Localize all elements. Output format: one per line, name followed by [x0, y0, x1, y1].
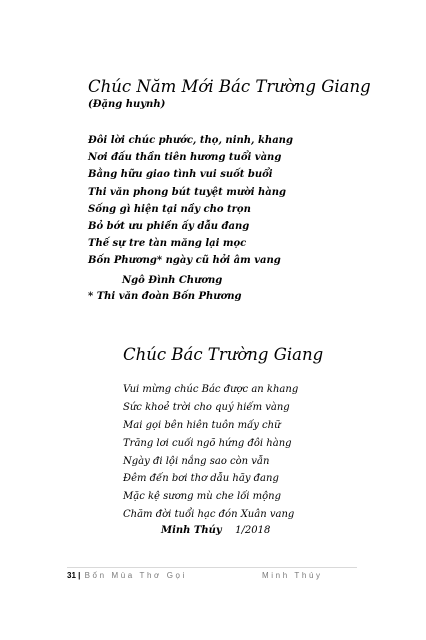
footer-author: Minh Thúy	[262, 571, 323, 580]
poem-2-line: Mai gọi bên hiên tuôn mấy chữ	[123, 419, 281, 431]
poem-2-stanza	[123, 381, 298, 524]
poem-2-line: Sức khoẻ trời cho quý hiếm vàng	[123, 401, 290, 413]
poem-2-signature-line	[161, 525, 270, 536]
poem-1-line: Thi văn phong bút tuyệt mười hàng	[88, 186, 287, 198]
poem-2-date: 1/2018	[235, 525, 271, 536]
poem-2-line: Vui mừng chúc Bác được an khang	[123, 384, 299, 395]
poem-1-line: Bỏ bớt ưu phiền ấy dẫu đang	[88, 220, 250, 232]
poem-1-line: Đôi lời chúc phước, thọ, ninh, khang	[88, 135, 293, 146]
poem-2-signature: Minh Thúy	[161, 525, 222, 536]
page-footer	[67, 571, 357, 580]
poem-1-line: Bằng hữu giao tình vui suốt buổi	[88, 169, 273, 181]
poem-1-line: Sống gì hiện tại nầy cho trọn	[88, 203, 251, 215]
footer-divider	[67, 567, 357, 568]
poem-1-stanza	[88, 132, 293, 270]
book-title: Bốn Mùa Thơ Gọi	[84, 571, 187, 580]
poem-1-signature: Ngô Đình Chương	[122, 275, 223, 286]
poem-2-line: Trăng lơi cuối ngõ hứng đôi hàng	[123, 437, 292, 449]
poem-2-line: Chăm đời tuổi hạc đón Xuân vang	[123, 509, 295, 521]
poem-2-line: Mặc kệ sương mù che lối mộng	[123, 491, 282, 503]
page-number: 31	[67, 571, 76, 580]
poem-1-footnote: * Thi văn đoàn Bốn Phương	[88, 291, 242, 302]
poem-1-line: Thế sự tre tàn măng lại mọc	[88, 238, 247, 250]
poem-2-title: Chúc Bác Trường Giang	[123, 345, 324, 364]
poem-1-subtitle: (Đặng huynh)	[88, 99, 166, 110]
poem-2-line: Ngày đi lội nắng sao còn vẫn	[123, 455, 270, 467]
poem-2-line: Đêm đến bơi thơ dẫu hãy đang	[123, 473, 279, 485]
poem-1-title: Chúc Năm Mới Bác Trường Giang	[88, 77, 371, 96]
poem-1-line: Nơi đấu thần tiên hương tuổi vàng	[88, 152, 282, 164]
footer-separator: |	[78, 571, 81, 580]
poem-1-line: Bốn Phương* ngày cũ hởi âm vang	[88, 255, 281, 267]
